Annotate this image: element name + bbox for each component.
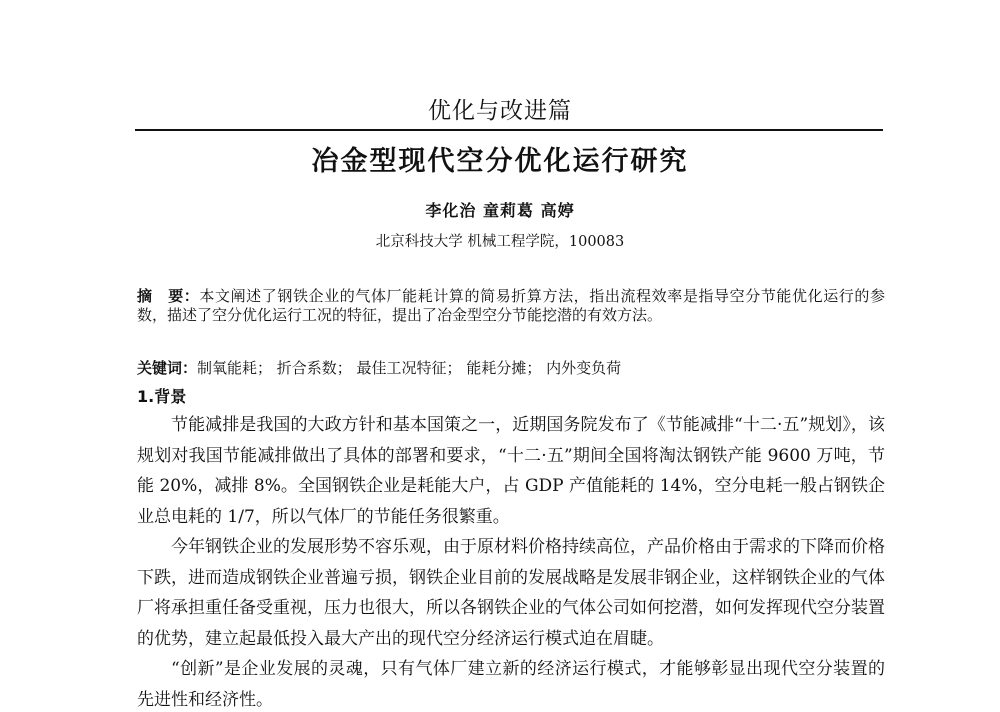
abstract	[137, 287, 885, 325]
paper-title: 冶金型现代空分优化运行研究	[311, 146, 689, 177]
section-body	[137, 410, 885, 712]
abstract-label: 摘 要：	[137, 287, 200, 305]
keywords	[137, 359, 885, 378]
paragraph: 节能减排是我国的大政方针和基本国策之一，近期国务院发布了《节能减排“十二·五”规划》，该规划对我国节能减排做出了具体的部署和要求，“十二·五”期间全国将淘汰钢铁产能 9600 万吨，节能 20%，减排 8%。全国钢铁企业是耗能大户，占 GDP 产值能耗的 14%，空分电耗一般占钢铁企业总电耗的 1/7，所以气体厂的节能任务很繁重。	[137, 415, 885, 527]
header-divider	[135, 129, 883, 131]
paragraph: 今年钢铁企业的发展形势不容乐观，由于原材料价格持续高位，产品价格由于需求的下降而价格下跌，进而造成钢铁企业普遍亏损，钢铁企业目前的发展战略是发展非钢企业，这样钢铁企业的气体厂将承担重任备受重视，压力也很大，所以各钢铁企业的气体公司如何挖潜，如何发挥现代空分装置的优势，建立起最低投入最大产出的现代空分经济运行模式迫在眉睫。	[137, 537, 885, 649]
keywords-label: 关键词：	[137, 359, 198, 377]
section-heading: 1.背景	[137, 387, 187, 406]
section-header: 优化与改进篇	[428, 98, 572, 124]
keywords-text: 制氧能耗； 折合系数； 最佳工况特征； 能耗分摊； 内外变负荷	[197, 359, 622, 377]
affiliation: 北京科技大学 机械工程学院，100083	[375, 234, 625, 250]
abstract-text: 本文阐述了钢铁企业的气体厂能耗计算的简易折算方法，指出流程效率是指导空分节能优化运行的参数，描述了空分优化运行工况的特征，提出了冶金型空分节能挖潜的有效方法。	[137, 287, 885, 324]
author-list: 李化治 童莉葛 高婷	[425, 201, 575, 220]
paragraph: “创新”是企业发展的灵魂，只有气体厂建立新的经济运行模式，才能够彰显出现代空分装置的先进性和经济性。	[137, 659, 885, 710]
